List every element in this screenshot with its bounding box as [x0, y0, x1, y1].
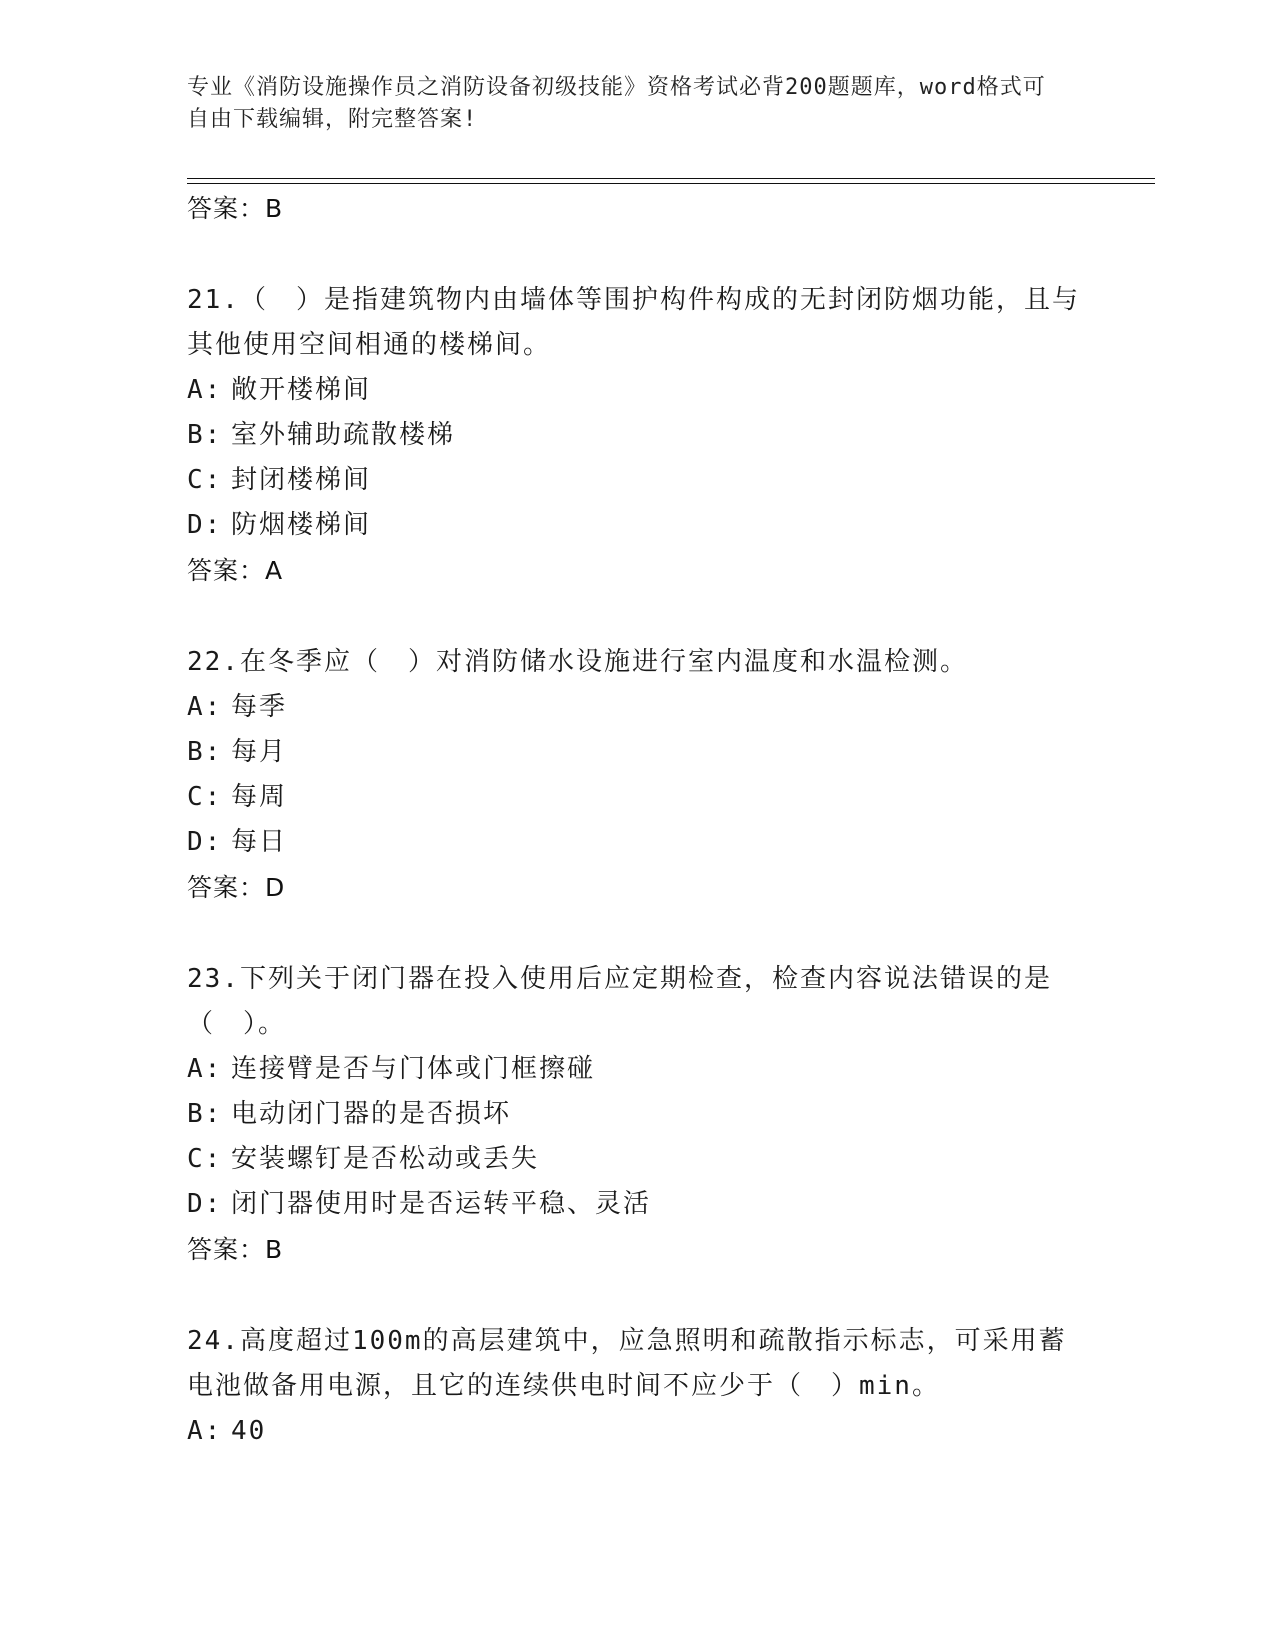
option-text: 室外辅助疏散楼梯: [231, 420, 456, 450]
option-letter: D:: [187, 827, 223, 857]
option-b: [187, 413, 1087, 458]
question-content: [187, 186, 1087, 1454]
option-a: [187, 1047, 1087, 1092]
question-21: [187, 278, 1087, 594]
option-text: 40: [231, 1416, 267, 1446]
question-text: 24.高度超过100m的高层建筑中，应急照明和疏散指示标志，可采用蓄电池做备用电源，且它的连续供电时间不应少于（ ）min。: [187, 1326, 1067, 1401]
question-23: [187, 957, 1087, 1273]
option-text: 每月: [231, 737, 288, 767]
option-text: 敞开楼梯间: [231, 375, 372, 405]
option-letter: B:: [187, 737, 223, 767]
option-letter: D:: [187, 1189, 223, 1219]
header-double-rule: [187, 178, 1155, 184]
answer-previous: 答案：B: [187, 194, 284, 223]
option-c: [187, 775, 1087, 820]
question-text: 21.（ ）是指建筑物内由墙体等围护构件构成的无封闭防烟功能，且与其他使用空间相通的楼梯间。: [187, 285, 1080, 360]
option-text: 每日: [231, 827, 288, 857]
question-text: 22.在冬季应（ ）对消防储水设施进行室内温度和水温检测。: [187, 647, 968, 677]
option-b: [187, 1092, 1087, 1137]
option-text: 闭门器使用时是否运转平稳、灵活: [231, 1189, 652, 1219]
option-letter: C:: [187, 1144, 223, 1174]
spacer: [187, 232, 1087, 278]
answer: 答案：A: [187, 556, 284, 585]
option-text: 封闭楼梯间: [231, 465, 372, 495]
option-text: 防烟楼梯间: [231, 510, 372, 540]
spacer: [187, 911, 1087, 957]
option-letter: C:: [187, 782, 223, 812]
spacer: [187, 1273, 1087, 1319]
spacer: [187, 594, 1087, 640]
option-c: [187, 1137, 1087, 1182]
option-letter: D:: [187, 510, 223, 540]
option-text: 电动闭门器的是否损坏: [231, 1099, 512, 1129]
option-d: [187, 820, 1087, 865]
option-letter: A:: [187, 692, 223, 722]
option-letter: A:: [187, 1054, 223, 1084]
option-a: [187, 685, 1087, 730]
option-text: 每季: [231, 692, 288, 722]
answer: 答案：B: [187, 1235, 284, 1264]
option-letter: B:: [187, 1099, 223, 1129]
option-text: 安装螺钉是否松动或丢失: [231, 1144, 540, 1174]
page-header: 专业《消防设施操作员之消防设备初级技能》资格考试必背200题题库，word格式可自由下载编辑，附完整答案!: [187, 75, 1046, 132]
question-text: 23.下列关于闭门器在投入使用后应定期检查，检查内容说法错误的是（ ）。: [187, 964, 1052, 1039]
option-text: 连接臂是否与门体或门框擦碰: [231, 1054, 596, 1084]
option-letter: C:: [187, 465, 223, 495]
option-a: [187, 368, 1087, 413]
question-24: [187, 1319, 1087, 1454]
option-text: 每周: [231, 782, 288, 812]
option-letter: B:: [187, 420, 223, 450]
question-22: [187, 640, 1087, 911]
option-a: [187, 1409, 1087, 1454]
option-c: [187, 458, 1087, 503]
option-letter: A:: [187, 375, 223, 405]
option-b: [187, 730, 1087, 775]
option-d: [187, 503, 1087, 548]
answer: 答案：D: [187, 873, 286, 902]
option-letter: A:: [187, 1416, 223, 1446]
option-d: [187, 1182, 1087, 1227]
